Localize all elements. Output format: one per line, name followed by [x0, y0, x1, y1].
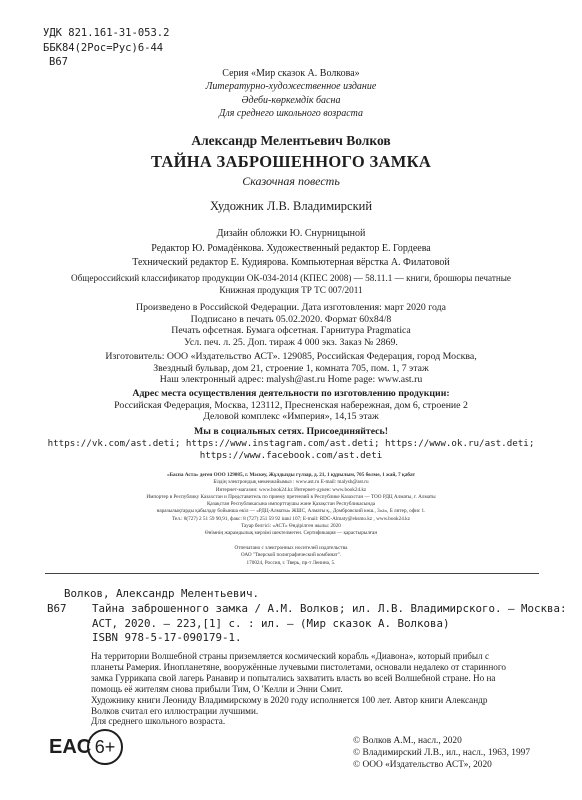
catalog-entry [92, 602, 567, 646]
catalog-mark: В67 [47, 602, 67, 615]
eac-logo: EAC [49, 736, 92, 758]
kazakh-line: «Баспа Аста» деген ООО 129085, г. Мәскеу, Жұлдызды гүлзар, д. 21, 1 құрылым, 705 бөлме, 1 жай, 7 қабат [166, 472, 416, 478]
manufacturer-block [0, 351, 582, 386]
printer-line: 170024, Россия, г. Тверь, пр-т Ленина, 5. [246, 559, 336, 566]
classifier-line: Общероссийский классификатор продукции ОК-034-2014 (КПЕС 2008) — 58.11.1 — книги, брошюры печатные [70, 273, 512, 283]
cover-design-credit: Дизайн обложки Ю. Снурницыной [216, 228, 366, 239]
signed-line: Подписано в печать 05.02.2020. Формат 60х84/8 [190, 313, 392, 325]
manufacturer-line-1: Изготовитель: ООО «Издательство АСТ». 129085, Российская Федерация, город Москва, [105, 351, 477, 362]
isbn: ISBN 978-5-17-090179-1. [92, 631, 242, 644]
product-regulation: Книжная продукция ТР ТС 007/2011 [219, 284, 363, 295]
manufacturer-line-2: Звездный бульвар, дом 21, строение 1, комната 705, пом. 1, 7 этаж [153, 362, 429, 374]
activity-address-line-1: Российская Федерация, Москва, 123112, Пресненская набережная, дом 6, строение 2 [114, 399, 468, 411]
kazakh-line: Интернет-магазин: www.book24.kz Интернет-дүкен: www.book24.kz [215, 486, 367, 493]
printer-line: ОАО "Тверской полиграфический комбинат". [240, 552, 342, 559]
classifier-block [0, 273, 582, 296]
activity-address-block [0, 388, 582, 423]
social-heading: Мы в социальных сетях. Присоединяйтесь! [194, 426, 388, 437]
kazakh-line: Біздің электрондық мекенжайымыз : www.ast.ru E-mail: malysh@ast.ru [213, 479, 369, 486]
udk-code: УДК 821.161-31-053.2 [43, 27, 170, 39]
catalog-heading: Волков, Александр Мелентьевич. [64, 587, 260, 600]
kazakh-info-block [0, 472, 582, 538]
illustrator-credit: Художник Л.В. Владимирский [209, 199, 373, 213]
copyright-line: © ООО «Издательство АСТ», 2020 [353, 760, 492, 770]
printer-block [0, 545, 582, 567]
bbk-code: ББК84(2Рос=Рус)6-44 [43, 41, 164, 54]
kazakh-edition-type: Әдеби-көркемдік басна [241, 94, 341, 106]
sheets-line: Усл. печ. л. 25. Доп. тираж 4 000 экз. Заказ № 2869. [184, 336, 398, 348]
manufacturer-line-3: Наш электронный адрес: malysh@ast.ru Home page: www.ast.ru [159, 374, 423, 386]
social-links-line-1[interactable]: https://vk.com/ast.deti; https://www.instagram.com/ast.deti; https://www.ok.ru/ast.deti; [47, 438, 535, 449]
social-links [0, 438, 582, 462]
annotation-line: помощь её жителям снова прибыли Тим, О 'Келли и Энни Смит. [91, 683, 343, 694]
author-mark: В67 [49, 56, 68, 68]
age-rating-badge: 6+ [87, 729, 123, 765]
audience-note: Для среднего школьного возраста [219, 108, 363, 120]
kazakh-line: Импортер в Республику Казахстан и Представитель по приему претензий в Республике Казахстан — ТОО РДЦ Алматы, г. Алматы [146, 493, 436, 500]
book-title: ТАЙНА ЗАБРОШЕННОГО ЗАМКА [150, 152, 432, 171]
book-subtitle: Сказочная повесть [242, 174, 340, 188]
annotation-line: планеты Рамерия. Инопланетяне, вооружённые лучевыми пистолетами, основали недалеко от старинного [91, 661, 506, 672]
copyright-line: © Волков А.М., насл., 2020 [353, 736, 462, 746]
classification-codes [43, 26, 169, 70]
editors-credit: Редактор Ю. Ромадёнкова. Художественный редактор Е. Гордеева [151, 242, 431, 254]
annotation-line: Художнику книги Леониду Владимирскому в 2020 году исполняется 100 лет. Автор книги Александр [91, 694, 488, 705]
divider [45, 573, 539, 574]
copyright-line: © Владимирский Л.В., ил., насл., 1963, 1997 [353, 748, 531, 758]
catalog-line-2: АСТ, 2020. — 223,[1] с. : ил. — (Мир сказок А. Волкова) [92, 616, 450, 630]
kazakh-line: Тел.: 8(727) 2 51 59 90,91, факс: 8 (727) 251 59 92 ішкі 107; E-mail: RDC-Almaty@eksmo.kz , www.book24.kz [171, 515, 411, 522]
print-line: Печать офсетная. Бумага офсетная. Гарнитура Pragmatica [171, 325, 411, 336]
annotation-line: На территории Волшебной страны приземляется космический корабль «Диавона», который прибыл с [91, 651, 490, 661]
tech-editor-credit: Технический редактор Е. Кудиярова. Компьютерная вёрстка А. Филатовой [132, 257, 450, 269]
annotation-line: Волков считал его иллюстрации лучшими. [91, 705, 259, 716]
series-block [0, 67, 582, 121]
activity-address-line-2: Деловой комплекс «Империя», 14,15 этаж [203, 411, 379, 423]
book-author: Александр Мелентьевич Волков [191, 133, 391, 148]
annotation-line: замка Гуррикапа свой лагерь Ранавир и попытались захватить власть во всей Волшебной стране. Но на [91, 672, 496, 683]
kazakh-line: Өнімнің жарамдылық мерзімі шектелмеген. Сертификация — қарастырылған [204, 530, 378, 537]
social-links-line-2[interactable]: https://www.facebook.com/ast.deti [199, 449, 383, 461]
production-block [0, 302, 582, 348]
copyright-block [353, 735, 530, 771]
activity-address-heading: Адрес места осуществления деятельности по изготовлению продукции: [132, 388, 450, 399]
credits-block [0, 227, 582, 271]
kazakh-line: наразылықтарды қабылдау бойынша өкіл — «РДЦ-Алматы» ЖШС, Алматы қ., Домбровский көш., 3«а», Б литер, офис 1. [156, 508, 426, 515]
catalog-line-1: Тайна заброшенного замка / А.М. Волков; ил. Л.В. Владимирского. — Москва: [92, 602, 567, 615]
kazakh-line: Тауар белгісі: «АСТ» Өндірілген жылы: 2020 [241, 523, 341, 530]
edition-type: Литературно-художественное издание [205, 81, 377, 93]
printer-line: Отпечатано с электронных носителей издательства [234, 545, 348, 551]
made-in-line: Произведено в Российской Федерации. Дата изготовления: март 2020 года [136, 302, 446, 313]
series-name: Серия «Мир сказок А. Волкова» [222, 68, 360, 79]
annotation-block [91, 651, 506, 727]
annotation-line: Для среднего школьного возраста. [91, 716, 226, 727]
kazakh-line: Қазақстан Республикасына импорттаушы және Қазақстан Республикасында [206, 501, 376, 508]
